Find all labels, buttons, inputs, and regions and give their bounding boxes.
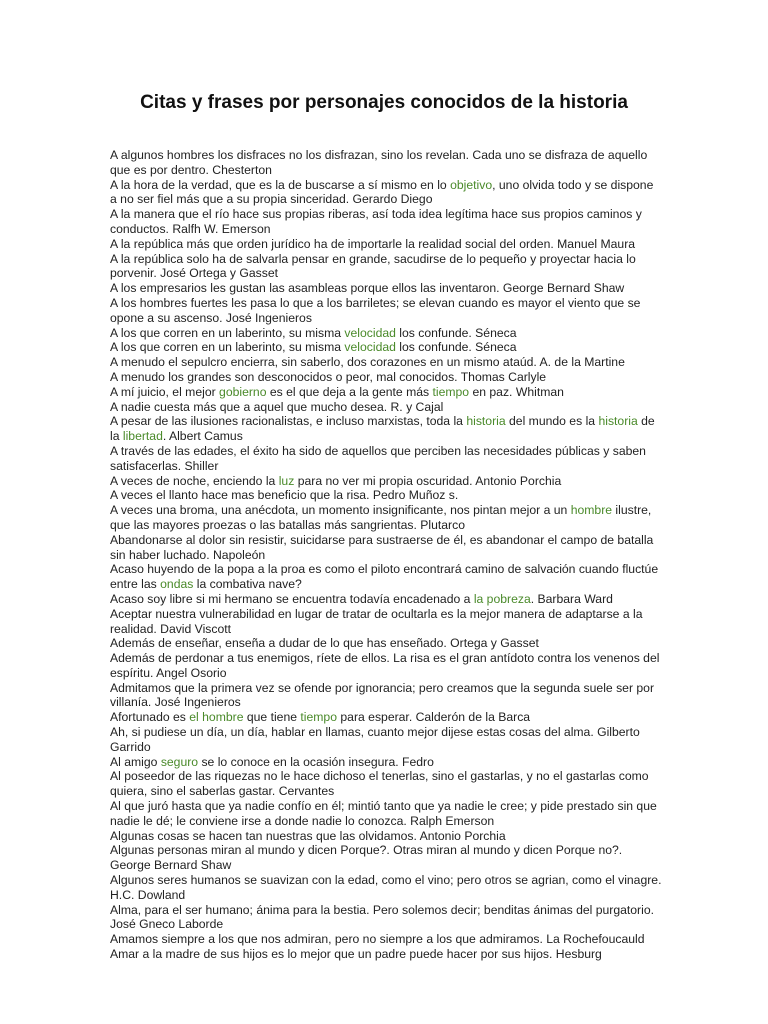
quote-text: Admitamos que la primera vez se ofende por ignorancia; pero creamos que la segunda suele ser por villanía. José Ingenieros [110,680,655,710]
quote-item [110,207,662,237]
quote-text: Al que juró hasta que ya nadie confío en él; mintió tanto que ya nadie le cree; y pide prestado sin que nadie le dé; le conviene irse a donde nadie lo conozca. Ralph Emerson [110,799,657,828]
keyword-link[interactable]: tiempo [300,710,337,725]
keyword-link[interactable]: tiempo [432,384,470,399]
keyword-link[interactable]: historia [466,414,506,429]
quote-item [110,488,662,503]
quote-list [110,148,662,962]
quote-text: Al poseedor de las riquezas no le hace dichoso el tenerlas, sino el gastarlas, y no el gastarlas como quiera, sino el saberlas gastar. Cervantes [110,769,649,799]
keyword-link[interactable]: luz [278,473,295,488]
quote-text: del mundo es la [505,414,599,429]
quote-text: Algunos seres humanos se suavizan con la edad, como el vino; pero otros se agrian, como el vinagre. H.C. Dowland [110,873,662,902]
quote-text: A mí juicio, el mejor [110,384,220,399]
quote-item [110,444,662,474]
quote-text: A los hombres fuertes les pasa lo que a los barriletes; se elevan cuando es mayor el viento que se opone a su ascenso. José Ingenieros [110,295,641,325]
quote-text: Algunas personas miran al mundo y dicen Porque?. Otras miran al mundo y dicen Porque no?. George Bernard Shaw [110,843,623,873]
quote-text: los confunde. Séneca [395,325,517,340]
quote-text: A veces de noche, enciendo la [110,473,279,488]
quote-item [110,799,662,829]
quote-text: que tiene [243,710,301,725]
quote-item [110,681,662,711]
quote-item [110,725,662,755]
quote-item [110,562,662,592]
quote-text: A través de las edades, el éxito ha sido de aquellos que perciben las necesidades públicas y saben satisfacerlas. Shiller [110,443,646,473]
quote-text: Algunas cosas se hacen tan nuestras que las olvidamos. Antonio Porchia [110,828,506,843]
quote-item [110,932,662,947]
keyword-link[interactable]: gobierno [219,384,267,399]
quote-text: Al amigo [110,754,161,769]
quote-text: A la hora de la verdad, que es la de buscarse a sí mismo en lo [110,177,451,192]
quote-text: A los que corren en un laberinto, su misma [110,325,345,340]
quote-item [110,178,662,208]
quote-item [110,148,662,178]
quote-item [110,296,662,326]
quote-item [110,414,662,444]
quote-item [110,326,662,341]
quote-item [110,252,662,282]
quote-text: para no ver mi propia oscuridad. Antonio Porchia [294,473,562,488]
quote-text: Amar a la madre de sus hijos es lo mejor que un padre puede hacer por sus hijos. Hesburg [110,947,602,962]
quote-text: Acaso soy libre si mi hermano se encuentra todavía encadenado a [110,591,474,606]
quote-text: A algunos hombres los disfraces no los disfrazan, sino los revelan. Cada uno se disfraza de aquello que es por dentro. Chesterton [110,148,648,177]
quote-text: se lo conoce en la ocasión insegura. Fedro [198,754,434,769]
quote-text: A menudo los grandes son desconocidos o peor, mal conocidos. Thomas Carlyle [110,369,547,384]
quote-item [110,533,662,563]
quote-item [110,355,662,370]
quote-item [110,503,662,533]
page-title: Citas y frases por personajes conocidos de la historia [140,92,628,113]
quote-item [110,592,662,607]
quote-item [110,474,662,489]
keyword-link[interactable]: ondas [160,577,194,592]
quote-text: Además de enseñar, enseña a dudar de lo que has enseñado. Ortega y Gasset [110,636,539,651]
quote-item [110,636,662,651]
quote-item [110,385,662,400]
quote-text: Ah, si pudiese un día, un día, hablar en llamas, cuanto mejor dijese estas cosas del alma. Gilberto Garrido [110,725,640,754]
quote-text: Alma, para el ser humano; ánima para la bestia. Pero solemos decir; benditas ánimas del purgatorio. José Gneco Laborde [110,902,654,932]
quote-item [110,281,662,296]
quote-text: Acaso huyendo de la popa a la proa es como el piloto encontrará camino de salvación cuando fluctúe entre las [110,562,659,592]
quote-text: de la [110,414,655,444]
quote-item [110,769,662,799]
quote-item [110,237,662,252]
quote-text: Afortunado es [110,710,190,725]
quote-text: Abandonarse al dolor sin resistir, suicidarse para sustraerse de él, es abandonar el campo de batalla sin haber luchado. Napoleón [110,532,654,562]
keyword-link[interactable]: historia [598,414,638,429]
quote-item [110,370,662,385]
quote-item [110,755,662,770]
keyword-link[interactable]: velocidad [344,340,396,355]
quote-text: ilustre, que las mayores proezas o las batallas más sangrientas. Plutarco [110,503,652,532]
keyword-link[interactable]: la pobreza [473,591,531,606]
keyword-link[interactable]: velocidad [344,325,396,340]
quote-text: es el que deja a la gente más [266,384,433,399]
quote-item [110,651,662,681]
keyword-link[interactable]: el hombre [189,710,244,725]
keyword-link[interactable]: hombre [570,503,613,518]
quote-text: A la república más que orden jurídico ha de importarle la realidad social del orden. Manuel Maura [110,236,636,251]
quote-text: A la manera que el río hace sus propias riberas, así toda idea legítima hace sus propios caminos y conductos. Ralfh W. Emerson [110,207,642,236]
quote-item [110,340,662,355]
quote-item [110,829,662,844]
keyword-link[interactable]: seguro [160,754,199,769]
quote-text: . Albert Camus [162,429,243,444]
quote-text: A menudo el sepulcro encierra, sin saberlo, dos corazones en un mismo ataúd. A. de la Martine [110,355,625,370]
quote-text: la combativa nave? [193,577,302,592]
quote-item [110,947,662,962]
quote-text: A nadie cuesta más que a aquel que mucho desea. R. y Cajal [110,399,444,414]
quote-text: para esperar. Calderón de la Barca [337,710,531,725]
quote-item [110,873,662,903]
quote-text: A veces una broma, una anécdota, un momento insignificante, nos pintan mejor a un [110,503,571,518]
quote-text: Amamos siempre a los que nos admiran, pero no siempre a los que admiramos. La Rochefoucauld [110,932,645,947]
quote-text: Además de perdonar a tus enemigos, ríete de ellos. La risa es el gran antídoto contra los venenos del espíritu. Angel Osorio [110,651,660,680]
quote-text: en paz. Whitman [469,384,564,399]
quote-text: los confunde. Séneca [395,340,517,355]
keyword-link[interactable]: objetivo [450,177,493,192]
quote-text: A los que corren en un laberinto, su misma [110,340,345,355]
quote-text: . Barbara Ward [530,591,613,606]
quote-item [110,903,662,933]
quote-item [110,400,662,415]
quote-text: Aceptar nuestra vulnerabilidad en lugar de tratar de ocultarla es la mejor manera de adaptarse a la realidad. David Viscott [110,606,643,636]
quote-item [110,607,662,637]
quote-text: A la república solo ha de salvarla pensar en grande, sacudirse de lo pequeño y proyectar hacia lo porvenir. José Ortega y Gasset [110,251,636,281]
keyword-link[interactable]: libertad [122,429,163,444]
quote-text: A los empresarios les gustan las asambleas porque ellos las inventaron. George Bernard Shaw [110,281,625,296]
quote-text: A pesar de las ilusiones racionalistas, e incluso marxistas, toda la [110,414,467,429]
quote-text: A veces el llanto hace mas beneficio que la risa. Pedro Muñoz s. [110,488,459,503]
quote-item [110,710,662,725]
quote-item [110,843,662,873]
quote-text: , uno olvida todo y se dispone a no ser fiel más que a su propia sinceridad. Gerardo Diego [110,177,654,207]
